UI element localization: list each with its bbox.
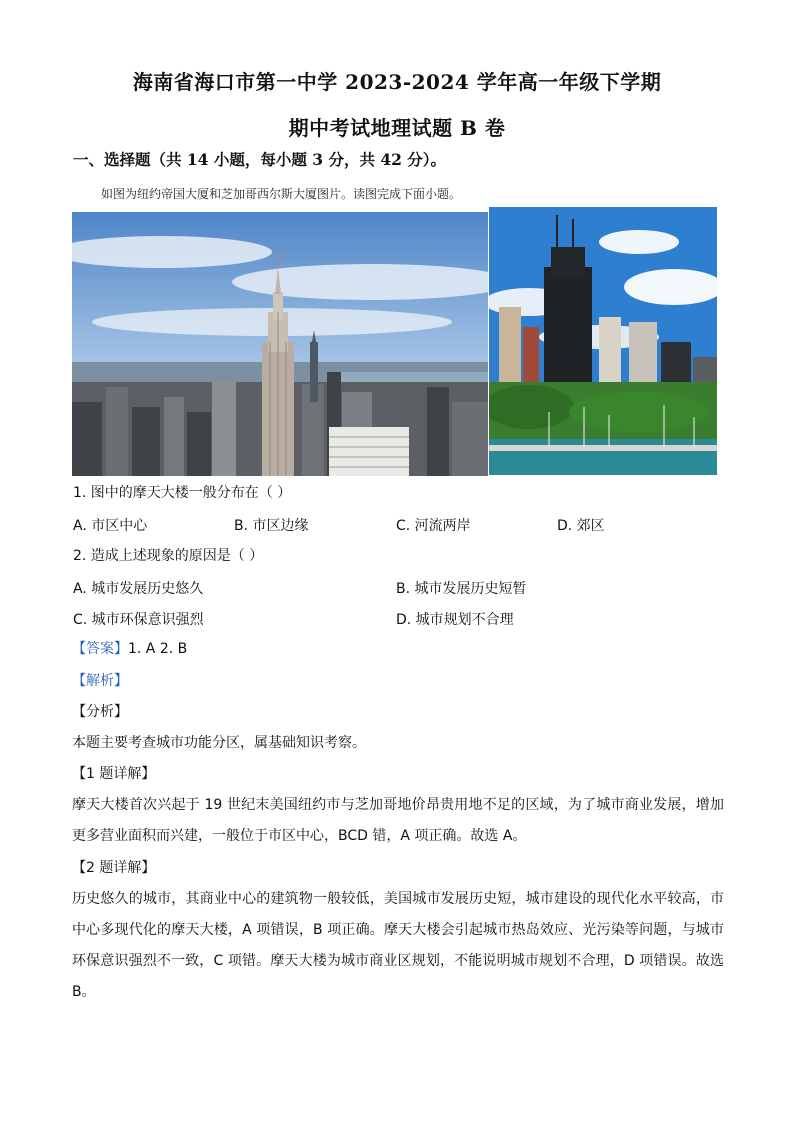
q1-option-b[interactable]: B. 市区边缘 xyxy=(234,518,309,534)
analysis-label: 【解析】 xyxy=(72,673,128,689)
q2-option-d[interactable]: D. 城市规划不合理 xyxy=(396,612,514,628)
exam-title-line2: 期中考试地理试题 B 卷 xyxy=(288,116,506,140)
q1-option-d[interactable]: D. 郊区 xyxy=(557,518,605,534)
detail-2-label: 【2 题详解】 xyxy=(72,860,156,876)
fenxi-label: 【分析】 xyxy=(72,704,128,720)
empire-state-building-photo xyxy=(72,212,488,476)
sears-tower-photo xyxy=(489,207,717,475)
detail-1-text: 摩天大楼首次兴起于 19 世纪末美国纽约市与芝加哥地价昂贵用地不足的区域，为了城市商业发展，增加更多营业面积而兴建，一般位于市区中心，BCD 错，A 项正确。故选 A。 xyxy=(72,797,724,844)
fenxi-text: 本题主要考查城市功能分区，属基础知识考察。 xyxy=(72,735,366,751)
exam-title-line1: 海南省海口市第一中学 2023-2024 学年高一年级下学期 xyxy=(132,70,662,94)
q2-option-c[interactable]: C. 城市环保意识强烈 xyxy=(73,612,204,628)
answer-row xyxy=(72,639,187,659)
question-intro: 如图为纽约帝国大厦和芝加哥西尔斯大厦图片。读图完成下面小题。 xyxy=(101,187,462,201)
q1-option-a[interactable]: A. 市区中心 xyxy=(73,518,148,534)
q1-option-c[interactable]: C. 河流两岸 xyxy=(396,518,471,534)
answer-text: 1. A 2. B xyxy=(128,641,188,657)
section-heading: 一、选择题（共 14 小题，每小题 3 分，共 42 分）。 xyxy=(73,150,447,169)
q2-option-b[interactable]: B. 城市发展历史短暂 xyxy=(396,581,527,597)
question-1-stem: 1. 图中的摩天大楼一般分布在（ ） xyxy=(73,485,292,501)
q2-option-a[interactable]: A. 城市发展历史悠久 xyxy=(73,581,204,597)
detail-1-label: 【1 题详解】 xyxy=(72,766,156,782)
detail-2-text: 历史悠久的城市，其商业中心的建筑物一般较低，美国城市发展历史短，城市建设的现代化水平较高，市中心多现代化的摩天大楼，A 项错误，B 项正确。摩天大楼会引起城市热岛效应、光污染等问题，与城市环保意识强烈不一致，C 项错。摩天大楼为城市商业区规划，不能说明城市规划不合理，D 项错误。故选 B。 xyxy=(72,891,724,1000)
question-2-stem: 2. 造成上述现象的原因是（ ） xyxy=(73,548,264,564)
answer-label: 【答案】 xyxy=(72,641,128,657)
